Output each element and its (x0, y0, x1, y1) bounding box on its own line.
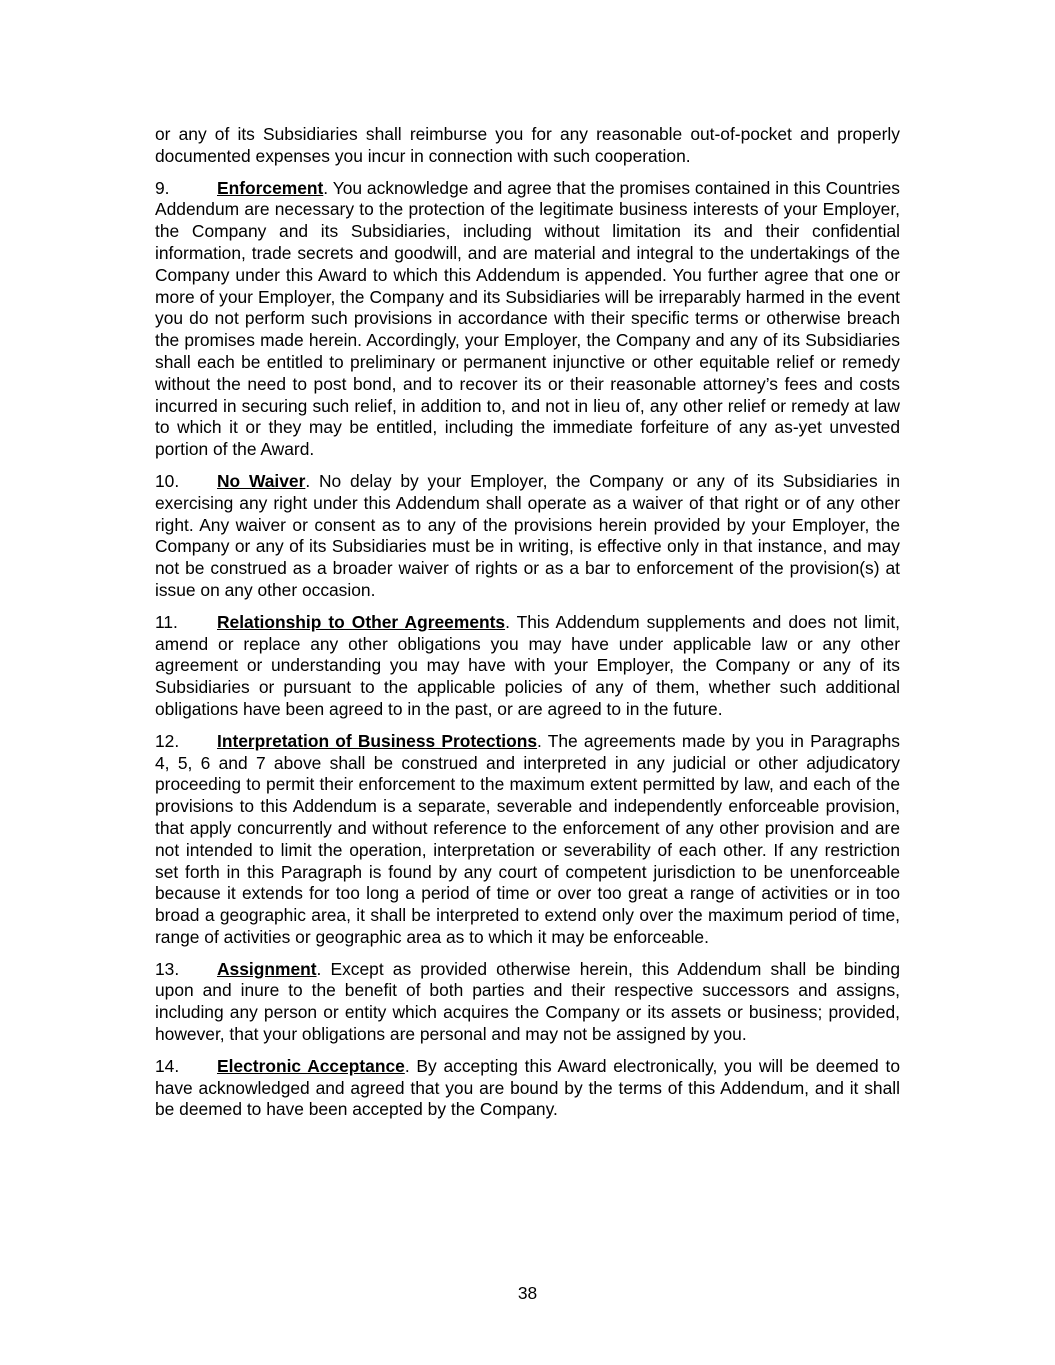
section-text: . The agreements made by you in Paragraphs 4, 5, 6 and 7 above shall be construed and interpreted in any judicial or other adjudicatory proceeding to permit their enforcement to the maximum extent permitted by law, and each of the provisions to this Addendum is a separate, severable and independently enforceable provision, that apply concurrently and without reference to the enforcement of any other provision and are not intended to limit the operation, interpretation or severability of each other. If any restriction set forth in this Paragraph is found by any court of competent jurisdiction to be unenforceable because it extends for too long a period of time or over too great a range of activities or in too broad a geographic area, it shall be interpreted to extend only over the maximum period of time, range of activities or geographic area as to which it may be enforceable. (155, 730, 901, 947)
section-heading: No Waiver (217, 470, 306, 491)
section-no-waiver (155, 471, 900, 602)
document-body (155, 124, 900, 1131)
page-number: 38 (517, 1283, 538, 1303)
section-interpretation-of-business-protections (155, 731, 900, 949)
section-text: . By accepting this Award electronically, you will be deemed to have acknowledged and agreed that you are bound by the terms of this Addendum, and it shall be deemed to have been accepted by the Company. (155, 1055, 900, 1120)
section-number: 11. (155, 611, 178, 632)
section-heading: Interpretation of Business Protections (217, 730, 538, 751)
section-number: 10. (155, 470, 180, 491)
section-heading: Enforcement (217, 177, 324, 198)
section-electronic-acceptance (155, 1056, 900, 1121)
section-text: . Except as provided otherwise herein, this Addendum shall be binding upon and inure to the benefit of both parties and their respective successors and assigns, including any person or entity which acquires the Company or its assets or business; provided, however, that your obligations are personal and may not be assigned by you. (155, 958, 900, 1045)
section-text: . You acknowledge and agree that the promises contained in this Countries Addendum are necessary to the protection of the legitimate business interests of your Employer, the Company and its Subsidiaries, including without limitation its and their confidential information, trade secrets and goodwill, and are material and integral to the undertakings of the Company under this Award to which this Addendum is appended. You further agree that one or more of your Employer, the Company and its Subsidiaries will be irreparably harmed in the event you do not perform such provisions in accordance with their specific terms or otherwise breach the promises made herein. Accordingly, your Employer, the Company and any of its Subsidiaries shall each be entitled to preliminary or permanent injunctive or other equitable relief or remedy without the need to post bond, and to recover its or their reasonable attorney’s fees and costs incurred in securing such relief, in addition to, and not in lieu of, any other relief or remedy at law to which it or they may be entitled, including the immediate forfeiture of any as-yet unvested portion of the Award. (155, 177, 900, 460)
section-number: 12. (155, 730, 180, 751)
section-enforcement (155, 178, 900, 461)
section-number: 14. (155, 1055, 180, 1076)
section-relationship-to-other-agreements (155, 612, 900, 721)
section-number: 13. (155, 958, 180, 979)
section-text: . This Addendum supplements and does not limit, amend or replace any other obligations you may have under applicable law or any other agreement or understanding you may have with your Employer, the Company or any of its Subsidiaries or pursuant to the applicable policies of any of them, whether such additional obligations have been agreed to in the past, or are agreed to in the future. (155, 611, 900, 719)
section-heading: Electronic Acceptance (217, 1055, 405, 1076)
continuation-paragraph: or any of its Subsidiaries shall reimburse you for any reasonable out-of-pocket and properly documented expenses you incur in connection with such cooperation. (155, 124, 900, 166)
section-assignment (155, 959, 900, 1046)
section-number: 9. (155, 177, 170, 198)
section-heading: Assignment (217, 958, 317, 979)
section-text: . No delay by your Employer, the Company or any of its Subsidiaries in exercising any right under this Addendum shall operate as a waiver of that right or of any other right. Any waiver or consent as to any of the provisions herein provided by your Employer, the Company or any of its Subsidiaries must be in writing, is effective only in that instance, and may not be construed as a broader waiver of rights or as a bar to enforcement of the provision(s) at issue on any other occasion. (155, 470, 900, 600)
section-heading: Relationship to Other Agreements (217, 611, 506, 632)
